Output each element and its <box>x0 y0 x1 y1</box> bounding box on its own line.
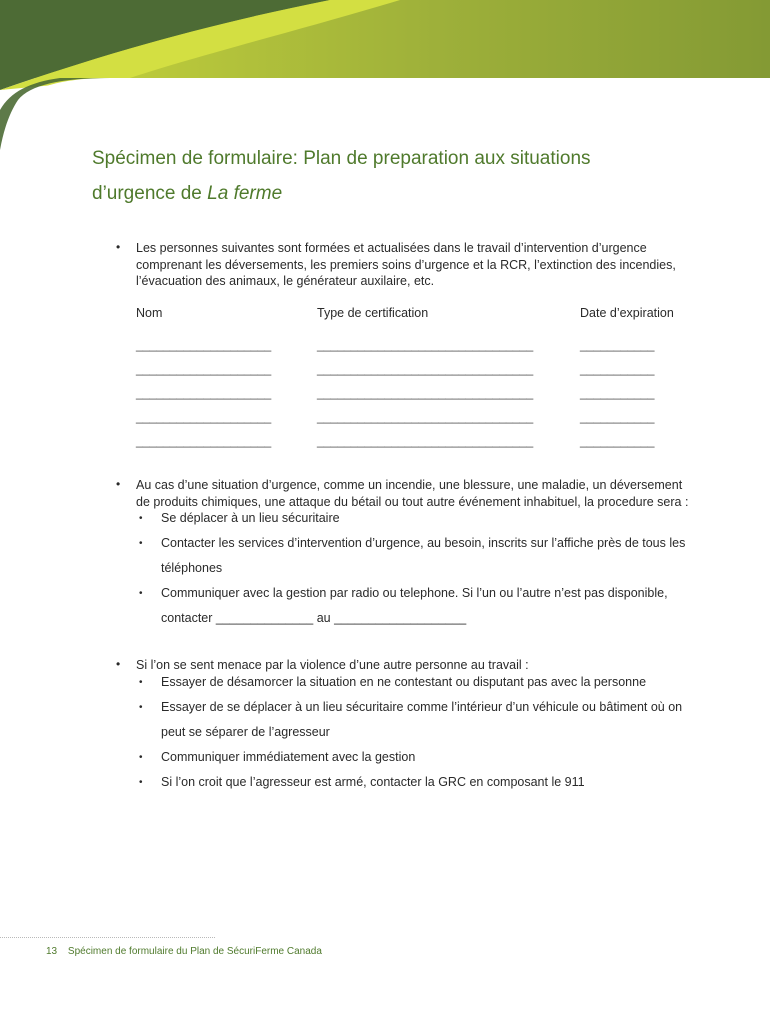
header-expiration-date: Date d’expiration <box>580 306 674 320</box>
list-item-text: Si l’on croit que l’agresseur est armé, contacter la GRC en composant le 911 <box>161 774 585 789</box>
bullet-icon: • <box>139 751 143 763</box>
list-item-text: Contacter les services d’intervention d’urgence, au besoin, inscrits sur l’affiche près de tous les téléphones <box>161 536 686 575</box>
certification-blank: ________________________________ <box>317 362 534 376</box>
violence-list <box>116 670 696 795</box>
page-number: 13 <box>46 946 58 957</box>
title-line-1: Spécimen de formulaire: Plan de preparation aux situations <box>92 148 591 169</box>
list-item-text: Essayer de se déplacer à un lieu sécuritaire comme l’intérieur d’un véhicule ou bâtiment où on peut se séparer de l’agresseur <box>161 699 683 739</box>
certification-blank: ________________________________ <box>317 338 534 352</box>
footer-text: Spécimen de formulaire du Plan de SécuriFerme Canada <box>67 946 322 957</box>
name-blank: ____________________ <box>136 362 272 376</box>
section-text: Au cas d’une situation d’urgence, comme un incendie, une blessure, une maladie, un déversement de produits chimiques, une attaque du bétail ou tout autre événement inhabituel, la procedure sera : <box>136 478 689 509</box>
date-blank: ___________ <box>580 410 655 424</box>
list-item <box>139 670 696 695</box>
section-text: Si l’on se sent menace par la violence d’une autre personne au travail : <box>136 658 529 672</box>
name-blank: ____________________ <box>136 434 272 448</box>
bullet-icon: • <box>139 676 143 688</box>
list-item <box>139 581 696 631</box>
title-line-2-prefix: d’urgence de <box>92 183 208 204</box>
list-item <box>139 770 696 795</box>
footer-divider <box>0 937 215 938</box>
certification-blank: ________________________________ <box>317 386 534 400</box>
bullet-icon: • <box>116 240 121 254</box>
certification-table <box>136 306 696 458</box>
list-item <box>139 531 696 581</box>
table-row <box>136 386 696 410</box>
bullet-icon: • <box>139 588 143 599</box>
list-item-text: Se déplacer à un lieu sécuritaire <box>161 511 340 525</box>
name-blank: ____________________ <box>136 386 272 400</box>
certification-blank: ________________________________ <box>317 410 534 424</box>
list-item <box>139 506 696 531</box>
bullet-icon: • <box>116 657 121 671</box>
bullet-icon: • <box>116 477 121 491</box>
table-row <box>136 434 696 458</box>
table-row <box>136 362 696 386</box>
section-emergency-procedure <box>116 477 696 631</box>
date-blank: ___________ <box>580 362 655 376</box>
list-item <box>139 695 696 745</box>
list-item-text: Communiquer avec la gestion par radio ou telephone. Si l’un ou l’autre n’est pas disponible, contacter ______________ au ___________________ <box>161 586 668 625</box>
table-row <box>136 338 696 362</box>
page-footer <box>46 946 322 957</box>
bullet-icon: • <box>139 701 143 713</box>
name-blank: ____________________ <box>136 410 272 424</box>
date-blank: ___________ <box>580 338 655 352</box>
date-blank: ___________ <box>580 434 655 448</box>
bullet-icon: • <box>139 513 143 524</box>
header-banner <box>0 0 770 160</box>
list-item <box>139 745 696 770</box>
date-blank: ___________ <box>580 386 655 400</box>
procedure-list <box>116 506 696 631</box>
table-header <box>136 306 696 326</box>
section-text: Les personnes suivantes sont formées et actualisées dans le travail d’intervention d’urgence comprenant les déversements, les premiers soins d’urgence et la RCR, l’extinction des incendies, l’évacuation des animaux, le générateur auxilaire, etc. <box>136 241 676 288</box>
page-title <box>92 141 712 211</box>
section-trained-people <box>116 240 696 290</box>
list-item-text: Communiquer immédiatement avec la gestion <box>161 749 416 764</box>
header-name: Nom <box>136 306 163 320</box>
section-violence <box>116 657 696 795</box>
title-line-2-italic: La ferme <box>207 183 283 204</box>
list-item-text: Essayer de désamorcer la situation en ne contestant ou disputant pas avec la personne <box>161 674 647 689</box>
header-certification-type: Type de certification <box>317 306 429 320</box>
name-blank: ____________________ <box>136 338 272 352</box>
table-row <box>136 410 696 434</box>
certification-blank: ________________________________ <box>317 434 534 448</box>
bullet-icon: • <box>139 776 143 788</box>
bullet-icon: • <box>139 538 143 549</box>
